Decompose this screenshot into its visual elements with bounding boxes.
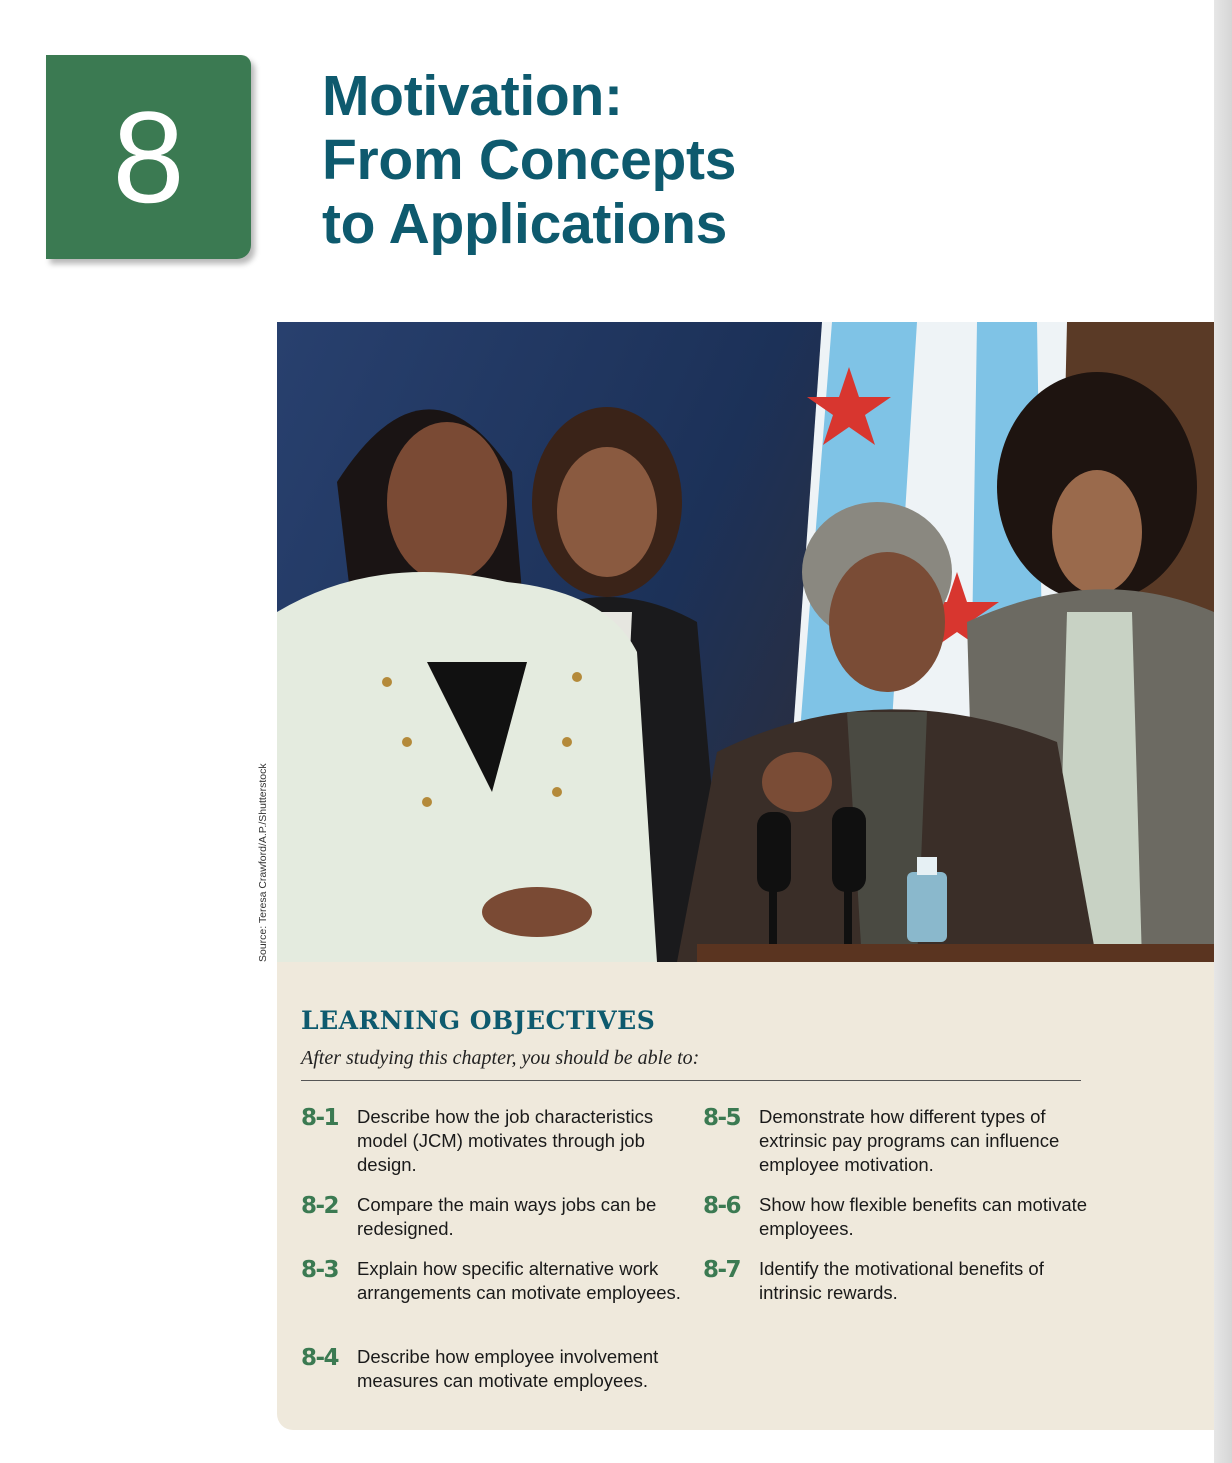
objective-number: 8-2 — [301, 1193, 339, 1219]
objective-text: Demonstrate how different types of extrinsic pay programs can influence employee motivation. — [759, 1106, 1060, 1175]
learning-objectives-subheading: After studying this chapter, you should be able to: — [301, 1047, 700, 1069]
objective-text: Explain how specific alternative work arrangements can motivate employees. — [357, 1258, 681, 1303]
objective-number: 8-5 — [703, 1105, 741, 1131]
objective-text: Show how flexible benefits can motivate employees. — [759, 1194, 1088, 1239]
chapter-title-line-2: From Concepts — [322, 128, 737, 192]
objective-text: Identify the motivational benefits of intrinsic rewards. — [759, 1258, 1044, 1303]
objective-number: 8-1 — [301, 1105, 339, 1131]
chapter-title-line-3: to Applications — [322, 192, 728, 256]
objective-text: Describe how the job characteristics model (JCM) motivates through job design. — [357, 1106, 654, 1175]
objective-number: 8-3 — [301, 1257, 339, 1283]
chapter-title — [322, 64, 736, 256]
chapter-number: 8 — [112, 84, 185, 230]
learning-objectives-heading: LEARNING OBJECTIVES — [301, 1006, 656, 1035]
photo-credit: Source: Teresa Crawford/A.P./Shutterstock — [257, 763, 269, 962]
objective-text: Describe how employee involvement measures can motivate employees. — [357, 1346, 659, 1391]
objective-number: 8-4 — [301, 1345, 339, 1371]
objective-number: 8-7 — [703, 1257, 741, 1283]
divider-rule — [301, 1080, 1081, 1081]
page-edge-strip — [1214, 0, 1232, 1463]
objective-text: Compare the main ways jobs can be redesigned. — [357, 1194, 657, 1239]
chapter-title-line-1: Motivation: — [322, 64, 623, 128]
objective-number: 8-6 — [703, 1193, 741, 1219]
chapter-opening-photo — [277, 322, 1214, 962]
chapter-number-badge — [46, 55, 251, 259]
